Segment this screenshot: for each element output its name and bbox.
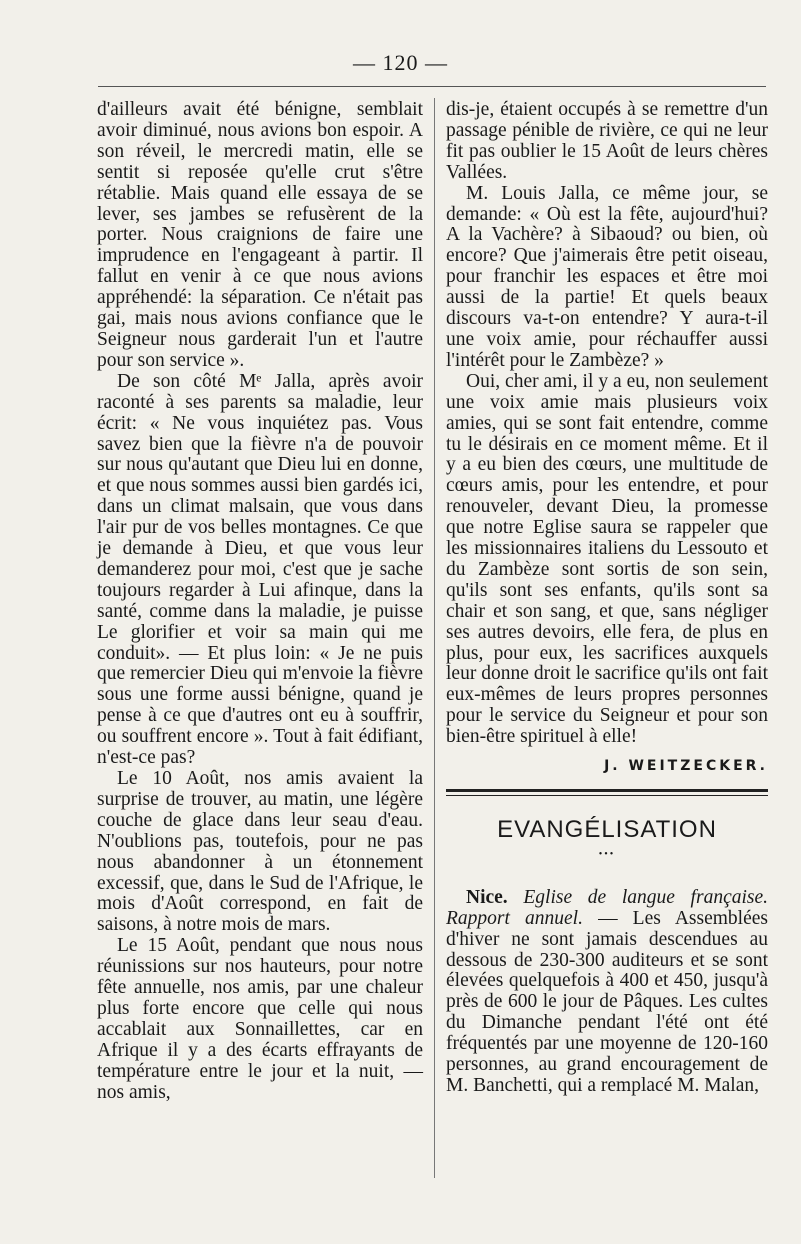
nice-place: Nice.	[466, 886, 508, 908]
section-ornament: •••	[598, 848, 616, 860]
page-number: — 120 —	[353, 50, 448, 75]
section-title: EVANGÉLISATION	[497, 816, 717, 843]
section-separator	[446, 789, 768, 796]
left-paragraph-3: Le 10 Août, nos amis avaient la surprise de trouver, au matin, une légère couche de glace dans leur seau d'eau. N'oublions pas, toutefois, pour ne pas nous abandonner à un étonnement excessif, que, dans le Sud de l'Afrique, le mois d'Août correspond, en fait de saisons, à notre mois de mars.	[97, 768, 423, 936]
right-paragraph-3: Oui, cher ami, il y a eu, non seulement une voix amie mais plusieurs voix amies, qui se sont fait entendre, comme tu le désirais en ce moment même. Et il y a eu bien des cœurs, une multitude de cœurs amis, pour les entendre, et pour renouveler, devant Dieu, la promesse que notre Eglise saura se rappeler que les missionnaires italiens du Lessouto et du Zambèze sont sortis de son sein, qu'ils sont ses enfants, qu'ils sont sa chair et son sang, et que, sans négliger ses autres devoirs, elle fera, de plus en plus, pour eux, les sacrifices auxquels leur donne droit le sacrifice qu'ils ont fait eux-mêmes de leurs propres personnes pour le service du Seigneur et pour son bien-être spirituel à elle!	[446, 370, 768, 748]
author-signature: J. WEITZECKER.	[604, 758, 768, 775]
nice-report-paragraph	[446, 888, 768, 1097]
nice-text: — Les Assemblées d'hiver ne sont jamais descendues au dessous de 230-300 auditeurs et se sont élevées quelquefois à 400 et 450, jusqu'à près de 600 le jour de Pâques. Les cultes du Dimanche pendant l'été ont été fréquentés par une moyenne de 120-160 personnes, au grand encouragement de M. Banchetti, qui a remplacé M. Malan,	[446, 907, 769, 1096]
right-column	[446, 100, 768, 1097]
left-column	[97, 100, 423, 1104]
column-divider	[434, 98, 435, 1178]
header-rule	[98, 86, 766, 87]
nice-subtitle: Eglise de langue française. Rapport annuel.	[446, 886, 769, 929]
left-paragraph-1: d'ailleurs avait été bénigne, semblait avoir diminué, nous avions bon espoir. A son réveil, le mercredi matin, elle se sentit si reposée qu'elle crut s'être rétablie. Mais quand elle essaya de se lever, ses jambes se refusèrent de la porter. Nous craignions de faire une imprudence en l'engageant à partir. Il fallut en venir à ce que nous avions appréhendé: la séparation. Ce n'était pas gai, mais nous avions confiance que le Seigneur nous garderait l'un et l'autre pour son service ».	[97, 99, 423, 371]
left-paragraph-2: De son côté Mᵉ Jalla, après avoir raconté à ses parents sa maladie, leur écrit: « Ne vous inquiétez pas. Vous savez bien que la fièvre n'a de pouvoir sur nous qu'autant que Dieu lui en donne, et que nous sommes aussi bien gardés ici, dans un climat malsain, que vous dans l'air pur de vos belles montagnes. Ce que je demande à Dieu, et que vous leur demanderez pour moi, c'est que je sache toujours regarder à Lui afinque, dans la santé, comme dans la maladie, je puisse Le glorifier et voir sa main qui me conduit». — Et plus loin: « Je ne puis que remercier Dieu qui m'envoie la fièvre sous une forme aussi bénigne, quand je pense à ce que d'autres ont eu à souffrir, ou souffrent encore ». Tout à fait édifiant, n'est-ce pas?	[97, 370, 423, 769]
left-paragraph-4: Le 15 Août, pendant que nous nous réunissions sur nos hauteurs, pour notre fête annuelle, nos amis, par une chaleur plus forte encore que celle qui nous accablait aux Sonnaillettes, car en Afrique il y a des écarts effrayants de température entre le jour et la nuit, — nos amis,	[97, 935, 423, 1103]
right-paragraph-1: dis-je, étaient occupés à se remettre d'un passage pénible de rivière, ce qui ne leur fit pas oublier le 15 Août de leurs chères Vallées.	[446, 99, 768, 183]
right-paragraph-2: M. Louis Jalla, ce même jour, se demande: « Où est la fête, aujourd'hui? A la Vachère? à Sibaoud? ou bien, où encore? Que j'aimerais être petit oiseau, pour franchir les espaces et être moi aussi de la partie! Et quels beaux discours va-t-on entendre? Y aura-t-il une voix amie, pour réchauffer aussi l'intérêt pour le Zambèze? »	[446, 182, 768, 371]
